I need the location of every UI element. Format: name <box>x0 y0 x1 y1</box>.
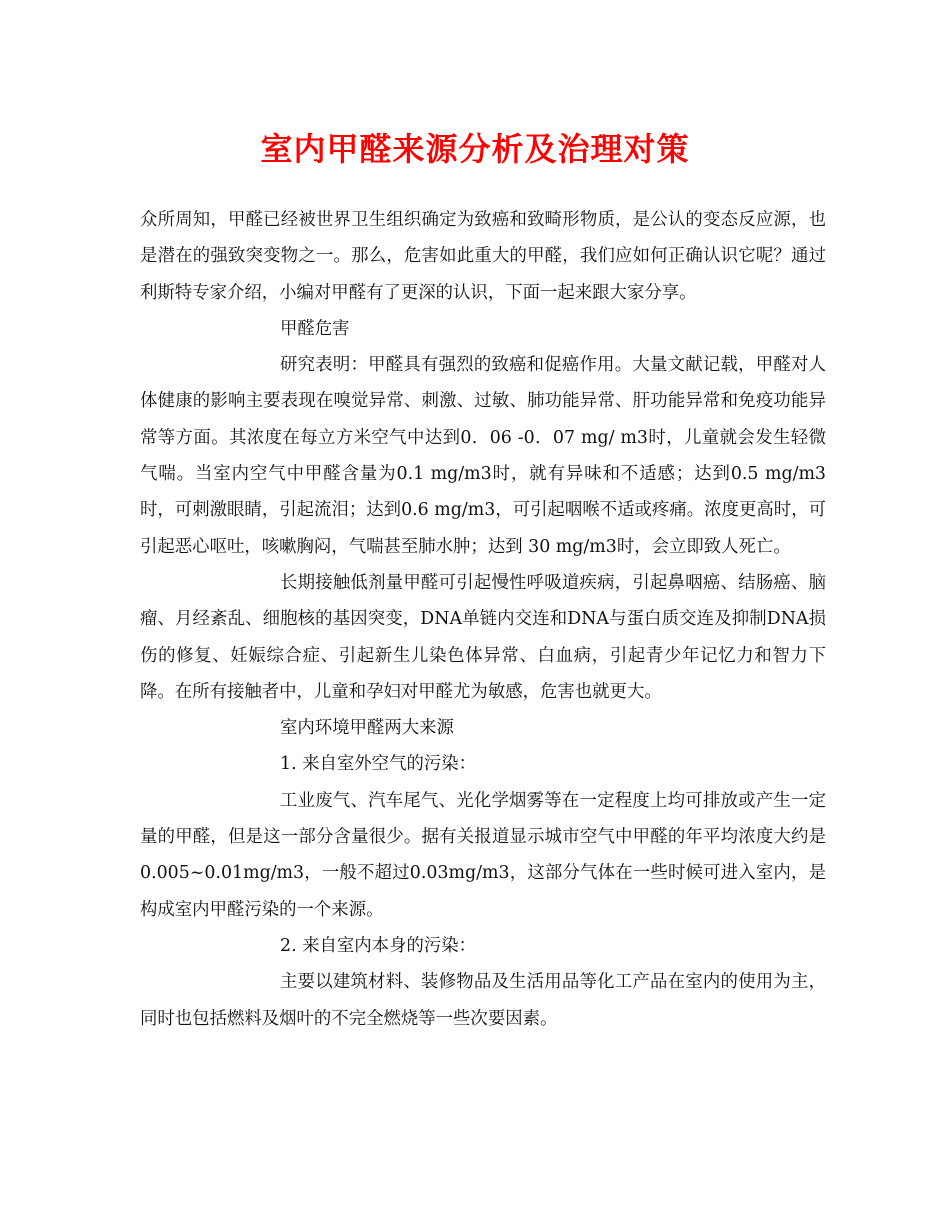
subheading-outdoor: 1. 来自室外空气的污染： <box>280 754 477 775</box>
paragraph-hazard-1: 研究表明：甲醛具有强烈的致癌和促癌作用。大量文献记载，甲醛对人体健康的影响主要表现在嗅觉异常、刺激、过敏、肺功能异常、肝功能异常和免疫功能异常等方面。其浓度在每立方米空气中达到0．06 -0．07 mg/ m3时，儿童就会发生轻微气喘。当室内空气中甲醛含量为0.1 mg/m3时，就有异味和不适感；达到0.5 mg/m3时，可刺激眼睛，引起流泪；达到0.6 mg/m3，可引起咽喉不适或疼痛。浓度更高时，可引起恶心呕吐，咳嗽胸闷，气喘甚至肺水肿；达到 30 mg/m3时，会立即致人死亡。 <box>140 355 826 557</box>
document-body <box>140 202 826 1037</box>
paragraph-hazard-2: 长期接触低剂量甲醛可引起慢性呼吸道疾病，引起鼻咽癌、结肠癌、脑瘤、月经紊乱、细胞核的基因突变，DNA单链内交连和DNA与蛋白质交连及抑制DNA损伤的修复、妊娠综合症、引起新生儿染色体异常、白血病，引起青少年记忆力和智力下降。在所有接触者中，儿童和孕妇对甲醛尤为敏感，危害也就更大。 <box>140 572 826 702</box>
document-title: 室内甲醛来源分析及治理对策 <box>260 130 690 168</box>
paragraph-outdoor: 工业废气、汽车尾气、光化学烟雾等在一定程度上均可排放或产生一定量的甲醛，但是这一部分含量很少。据有关报道显示城市空气中甲醛的年平均浓度大约是0.005~0.01mg/m3，一般不超过0.03mg/m3，这部分气体在一些时候可进入室内，是构成室内甲醛污染的一个来源。 <box>140 790 826 920</box>
paragraph-indoor: 主要以建筑材料、装修物品及生活用品等化工产品在室内的使用为主，同时也包括燃料及烟叶的不完全燃烧等一些次要因素。 <box>140 972 826 1029</box>
section-heading-hazard: 甲醛危害 <box>280 318 350 339</box>
paragraph-intro: 众所周知，甲醛已经被世界卫生组织确定为致癌和致畸形物质，是公认的变态反应源，也是潜在的强致突变物之一。那么，危害如此重大的甲醛，我们应如何正确认识它呢？通过利斯特专家介绍，小编对甲醛有了更深的认识，下面一起来跟大家分享。 <box>140 210 826 303</box>
section-heading-sources: 室内环境甲醛两大来源 <box>280 718 454 739</box>
subheading-indoor: 2. 来自室内本身的污染： <box>280 935 477 956</box>
